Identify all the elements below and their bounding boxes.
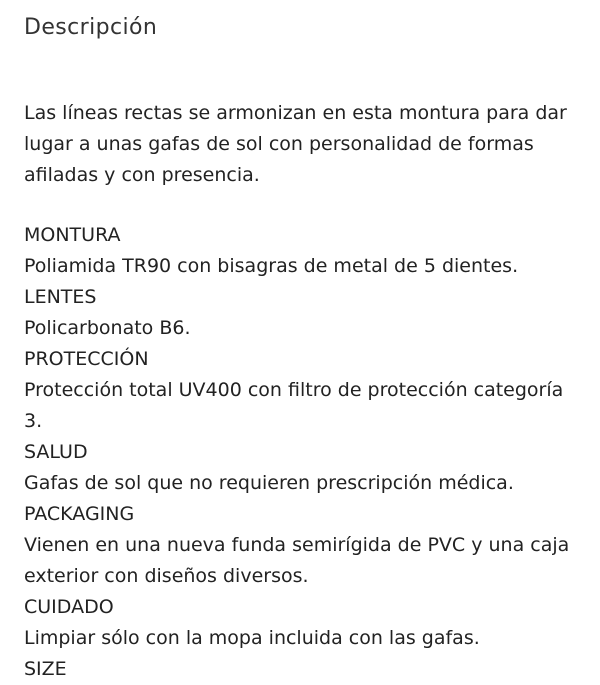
spec-item-cuidado	[24, 592, 584, 654]
spec-value: Policarbonato B6.	[24, 317, 191, 339]
description-section	[24, 0, 584, 685]
spec-label: MONTURA	[24, 224, 121, 246]
spec-item-lentes	[24, 282, 584, 344]
spec-item-proteccion	[24, 344, 584, 437]
spec-item-montura	[24, 220, 584, 282]
spec-label: LENTES	[24, 286, 97, 308]
spec-value: Poliamida TR90 con bisagras de metal de 5 dientes.	[24, 255, 519, 277]
spec-label: SALUD	[24, 441, 88, 463]
spec-label: PROTECCIÓN	[24, 348, 149, 370]
spec-label: PACKAGING	[24, 503, 135, 525]
spec-list	[24, 220, 584, 685]
spec-item-packaging	[24, 499, 584, 592]
spec-label: CUIDADO	[24, 596, 114, 618]
spec-value: Limpiar sólo con la mopa incluida con las gafas.	[24, 627, 480, 649]
spec-value: Protección total UV400 con filtro de protección categoría 3.	[24, 379, 564, 432]
spec-item-size	[24, 654, 584, 685]
description-intro: Las líneas rectas se armonizan en esta montura para dar lugar a unas gafas de sol con personalidad de formas afiladas y con presencia.	[24, 102, 567, 186]
section-title: Descripción	[24, 15, 158, 40]
spec-value: Vienen en una nueva funda semirígida de PVC y una caja exterior con diseños diversos.	[24, 534, 570, 587]
spec-item-salud	[24, 437, 584, 499]
spec-value: Gafas de sol que no requieren prescripción médica.	[24, 472, 514, 494]
spec-label: SIZE	[24, 658, 67, 680]
